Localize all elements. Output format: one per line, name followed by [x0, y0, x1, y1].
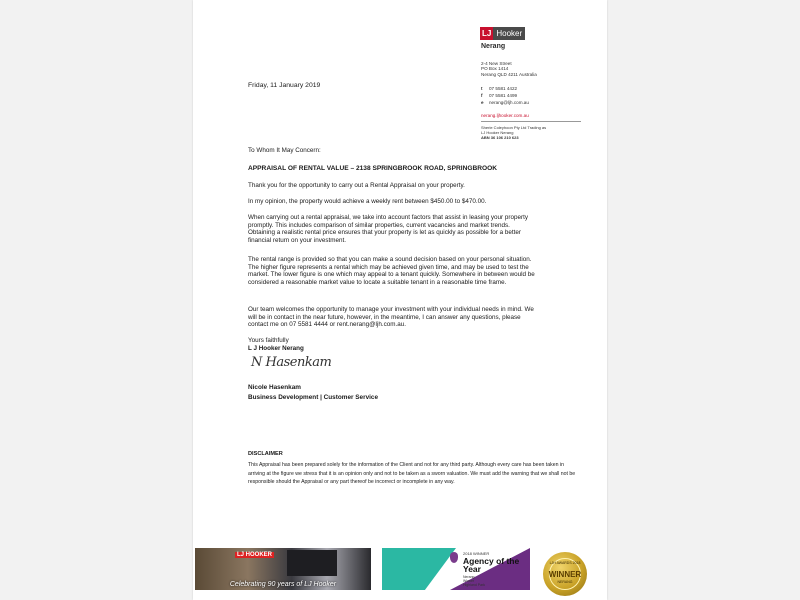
badge-main-text: WINNER — [548, 570, 582, 579]
award-label: 2018 WINNER — [463, 551, 490, 556]
agency-award-graphic — [382, 548, 530, 590]
website-link[interactable]: nerang.ljhooker.com.au — [481, 113, 529, 118]
banner-caption: Celebrating 90 years of LJ Hooker — [229, 581, 337, 588]
handwritten-signature: N Hasenkam — [251, 355, 332, 370]
trading-line: Sherie Coleyhoon Pty Ltd Trading as — [481, 125, 547, 130]
lj-hooker-logo — [480, 27, 525, 40]
paragraph-3: When carrying out a rental appraisal, we take into account factors that assist in leasing your property promptly. This includes comparison of similar properties, current vacancies and market trends. Obtaining a realistic rental price ensures that your property is let as quickly as possible for a better financial return on your investment. — [248, 214, 529, 244]
contact-phone: t 07 5581 4422 — [481, 86, 518, 91]
address-line: Nerang QLD 4211 Australia — [481, 71, 537, 77]
medal-icon — [450, 552, 458, 563]
abn-line: ABN 36 106 210 623 — [481, 135, 519, 140]
salutation: To Whom It May Concern: — [248, 147, 321, 154]
disclaimer-title: DISCLAIMER — [248, 451, 283, 457]
office-name: Nerang — [481, 43, 506, 50]
building-graphic — [287, 550, 337, 576]
letter-page — [193, 0, 607, 600]
award-title: Agency of the Year — [463, 556, 520, 574]
letter-subject: APPRAISAL OF RENTAL VALUE – 2138 SPRINGBROOK ROAD, SPRINGBROOK — [248, 165, 498, 172]
trading-info — [481, 125, 546, 140]
anniversary-banner-image — [195, 548, 371, 590]
closing: Yours faithfully — [248, 337, 289, 344]
disclaimer-text: This Appraisal has been prepared solely for the information of the Client and not for any third party. Although every care has been taken in arriving at the figure we stress that it is an opinion only and not to be taken as a sworn valuation. We must add the warning that we shall not be responsible should the Appraisal or any part thereof be incorrect or incomplete in any way. — [248, 462, 576, 485]
address-line: 2-4 New Street — [481, 61, 512, 66]
signer-name: Nicole Hasenkam — [248, 384, 301, 391]
award-sub-line: Highland Park — [463, 583, 485, 587]
award-teal-shape — [382, 548, 456, 590]
paragraph-1: Thank you for the opportunity to carry out a Rental Appraisal on your property. — [248, 182, 465, 189]
award-sub-line: Nerang — [463, 575, 475, 579]
signer-role: Business Development | Customer Service — [248, 394, 379, 401]
badge-top-text: LJH AWARDS 2018 — [549, 561, 581, 565]
contact-email[interactable]: e nerang@ljh.com.au — [481, 100, 529, 105]
contact-fax: f 07 5581 4499 — [481, 93, 518, 98]
paragraph-4: The rental range is provided so that you can make a sound decision based on your personal situation. The higher figure represents a rental which may be achieved given time, and may be used to test the market. The lower figure is one which may appeal to a tenant quickly. Somewhere in between would be considered a reasonable market value to locate a suitable tenant in a reasonable time frame. — [248, 256, 535, 286]
logo-name: Hooker — [493, 27, 525, 40]
logo-initials: LJ — [482, 29, 492, 38]
award-subtitle — [463, 575, 485, 587]
header-divider — [481, 121, 581, 122]
closing-company: L J Hooker Nerang — [248, 345, 304, 352]
paragraph-2: In my opinion, the property would achieve a weekly rent between $450.00 to $470.00. — [248, 198, 487, 205]
banner-sign: LJ HOOKER — [237, 552, 273, 558]
office-address — [481, 61, 537, 77]
letter-date: Friday, 11 January 2019 — [248, 82, 321, 89]
address-line: PO Box 1414 — [481, 66, 509, 72]
contact-block — [481, 85, 529, 106]
paragraph-5: Our team welcomes the opportunity to manage your investment with your individual needs in mind. We will be in contact in the near future, however, in the meantime, I can answer any questions, please contact me on 07 5581 4444 or rent.nerang@ljh.com.au. — [248, 306, 534, 329]
award-sub-line: Winner — [463, 579, 475, 583]
winner-badge-icon — [543, 552, 587, 596]
badge-bottom-text: NERANG — [557, 580, 573, 584]
trading-line: LJ Hooker Nerang — [481, 130, 514, 135]
